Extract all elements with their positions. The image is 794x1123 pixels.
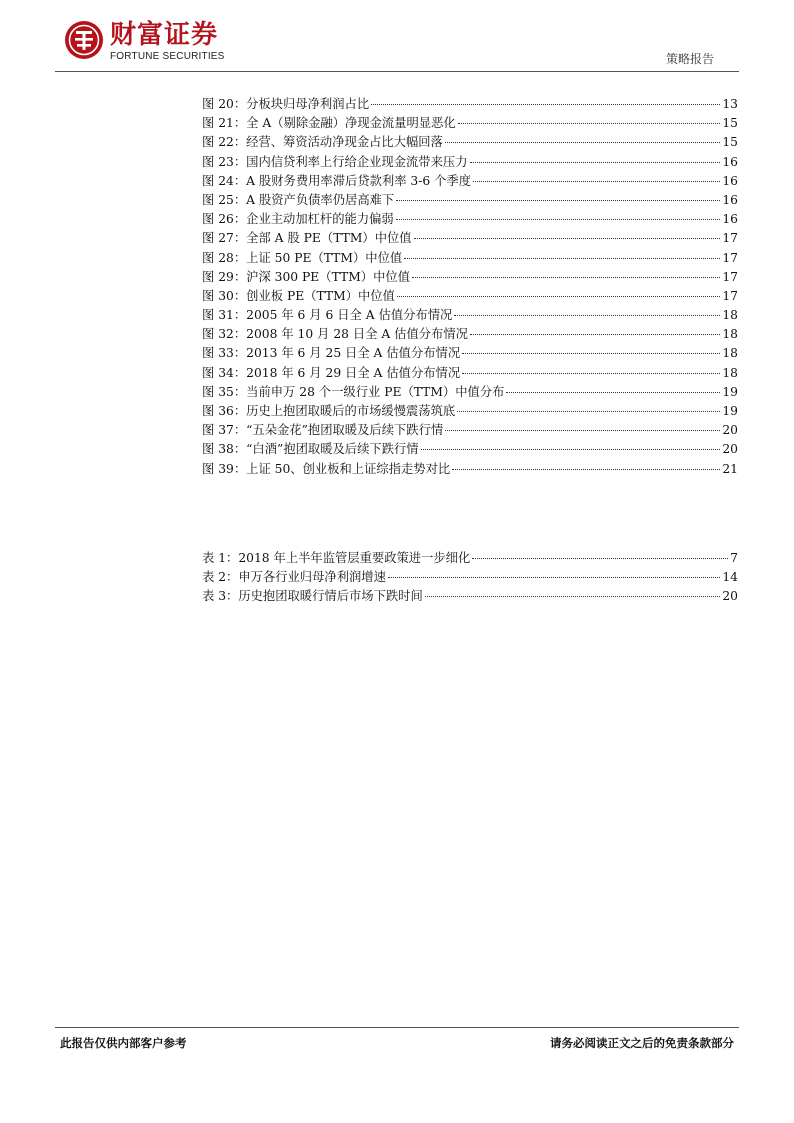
toc-entry-page: 17	[722, 231, 738, 246]
toc-entry-page: 19	[722, 384, 738, 399]
toc-entry-title: 图 29：沪深 300 PE（TTM）中位值	[202, 269, 410, 284]
toc-entry-title: 图 30：创业板 PE（TTM）中位值	[202, 288, 395, 303]
toc-entry-page: 15	[722, 135, 738, 150]
toc-entry-page: 7	[730, 551, 738, 565]
toc-entry-page: 16	[722, 173, 738, 188]
toc-entry-title: 图 27：全部 A 股 PE（TTM）中位值	[202, 231, 412, 246]
footer-disclaimer-left: 此报告仅供内部客户参考	[60, 1036, 187, 1050]
footer-divider	[55, 1027, 739, 1028]
toc-entry-title: 图 39：上证 50、创业板和上证综指走势对比	[202, 461, 451, 476]
toc-leader-dots	[506, 392, 720, 393]
toc-entry[interactable]	[202, 587, 738, 606]
toc-entry-page: 20	[722, 423, 738, 438]
toc-entry[interactable]	[202, 287, 738, 306]
toc-entry-page: 18	[722, 308, 738, 323]
toc-leader-dots	[396, 200, 720, 201]
toc-leader-dots	[457, 411, 720, 412]
fortune-securities-logo-icon	[64, 20, 104, 60]
report-type: 策略报告	[665, 52, 714, 66]
toc-entry[interactable]	[202, 191, 738, 210]
toc-entry-title: 图 23：国内信贷利率上行给企业现金流带来压力	[202, 154, 468, 169]
toc-leader-dots	[445, 430, 720, 431]
toc-entry[interactable]	[202, 344, 738, 363]
toc-leader-dots	[397, 296, 720, 297]
toc-entry-title: 图 34：2018 年 6 月 29 日全 A 估值分布情况	[202, 365, 461, 380]
toc-entry-title: 图 24：A 股财务费用率滞后贷款利率 3-6 个季度	[202, 173, 472, 188]
toc-entry[interactable]	[202, 210, 738, 229]
toc-entry-page: 16	[722, 154, 738, 169]
toc-leader-dots	[414, 238, 721, 239]
toc-entry[interactable]	[202, 325, 738, 344]
toc-entry-page: 13	[722, 97, 738, 111]
toc-entry[interactable]	[202, 306, 738, 325]
brand-name-en: FORTUNE SECURITIES	[110, 51, 225, 62]
toc-entry[interactable]	[202, 133, 738, 152]
toc-entry-title: 图 38：“白酒”抱团取暖及后续下跌行情	[202, 442, 419, 457]
toc-leader-dots	[458, 123, 721, 124]
toc-leader-dots	[388, 577, 720, 578]
toc-entry[interactable]	[202, 383, 738, 402]
toc-entry[interactable]	[202, 440, 738, 459]
toc-entry[interactable]	[202, 402, 738, 421]
toc-leader-dots	[396, 219, 721, 220]
toc-leader-dots	[472, 558, 728, 559]
toc-leader-dots	[473, 181, 720, 182]
figure-list	[202, 95, 738, 479]
toc-entry-title: 表 1：2018 年上半年监管层重要政策进一步细化	[202, 551, 471, 565]
toc-entry-title: 图 21：全 A（剔除金融）净现金流量明显恶化	[202, 116, 456, 131]
toc-entry-title: 表 3：历史抱团取暖行情后市场下跌时间	[202, 589, 423, 604]
toc-entry[interactable]	[202, 364, 738, 383]
toc-leader-dots	[462, 353, 720, 354]
footer-disclaimer-right: 请务必阅读正文之后的免责条款部分	[550, 1036, 734, 1050]
toc-entry-page: 20	[722, 442, 738, 457]
toc-entry-page: 19	[722, 404, 738, 418]
toc-entry-title: 图 33：2013 年 6 月 25 日全 A 估值分布情况	[202, 346, 461, 361]
toc-entry[interactable]	[202, 95, 738, 114]
toc-entry[interactable]	[202, 421, 738, 440]
toc-entry[interactable]	[202, 172, 738, 191]
header-divider	[55, 71, 739, 72]
toc-leader-dots	[371, 104, 720, 105]
toc-leader-dots	[454, 315, 720, 316]
toc-entry-title: 图 36：历史上抱团取暖后的市场缓慢震荡筑底	[202, 404, 456, 418]
toc-entry-page: 20	[722, 589, 738, 604]
toc-leader-dots	[445, 142, 720, 143]
toc-entry[interactable]	[202, 114, 738, 133]
toc-leader-dots	[425, 596, 721, 597]
toc-entry-page: 17	[722, 288, 738, 303]
toc-entry[interactable]	[202, 568, 738, 587]
toc-leader-dots	[470, 162, 721, 163]
toc-entry-page: 16	[722, 212, 738, 227]
toc-entry-page: 14	[722, 570, 738, 585]
toc-entry-page: 18	[722, 365, 738, 380]
toc-leader-dots	[404, 258, 720, 259]
toc-entry-title: 图 26：企业主动加杠杆的能力偏弱	[202, 212, 394, 227]
toc-entry-title: 图 35：当前申万 28 个一级行业 PE（TTM）中值分布	[202, 384, 505, 399]
toc-entry-page: 21	[722, 461, 738, 476]
toc-entry-page: 17	[722, 250, 738, 265]
toc-entry-page: 15	[722, 116, 738, 131]
toc-entry-title: 图 32：2008 年 10 月 28 日全 A 估值分布情况	[202, 327, 468, 342]
toc-entry-title: 图 28：上证 50 PE（TTM）中位值	[202, 250, 403, 265]
toc-leader-dots	[452, 469, 720, 470]
toc-entry[interactable]	[202, 249, 738, 268]
toc-entry-title: 表 2：申万各行业归母净利润增速	[202, 570, 386, 585]
toc-leader-dots	[462, 373, 720, 374]
toc-entry-page: 17	[722, 269, 738, 284]
toc-entry-title: 图 37：“五朵金花”抱团取暖及后续下跌行情	[202, 423, 444, 438]
brand-name-cn: 财富证券	[110, 20, 219, 50]
toc-entry[interactable]	[202, 460, 738, 479]
toc-entry-title: 图 20：分板块归母净利润占比	[202, 97, 370, 111]
toc-entry-title: 图 31：2005 年 6 月 6 日全 A 估值分布情况	[202, 308, 453, 323]
toc-entry-title: 图 22：经营、筹资活动净现金占比大幅回落	[202, 135, 443, 150]
toc-leader-dots	[470, 334, 720, 335]
table-list	[202, 549, 738, 607]
toc-entry[interactable]	[202, 153, 738, 172]
page-header	[0, 0, 794, 76]
toc-leader-dots	[421, 449, 721, 450]
toc-entry-page: 18	[722, 327, 738, 342]
toc-entry[interactable]	[202, 229, 738, 248]
toc-entry-page: 16	[722, 192, 738, 207]
toc-entry[interactable]	[202, 549, 738, 568]
toc-entry-title: 图 25：A 股资产负债率仍居高难下	[202, 192, 395, 207]
toc-leader-dots	[412, 277, 720, 278]
toc-entry-page: 18	[722, 346, 738, 361]
toc-entry[interactable]	[202, 268, 738, 287]
